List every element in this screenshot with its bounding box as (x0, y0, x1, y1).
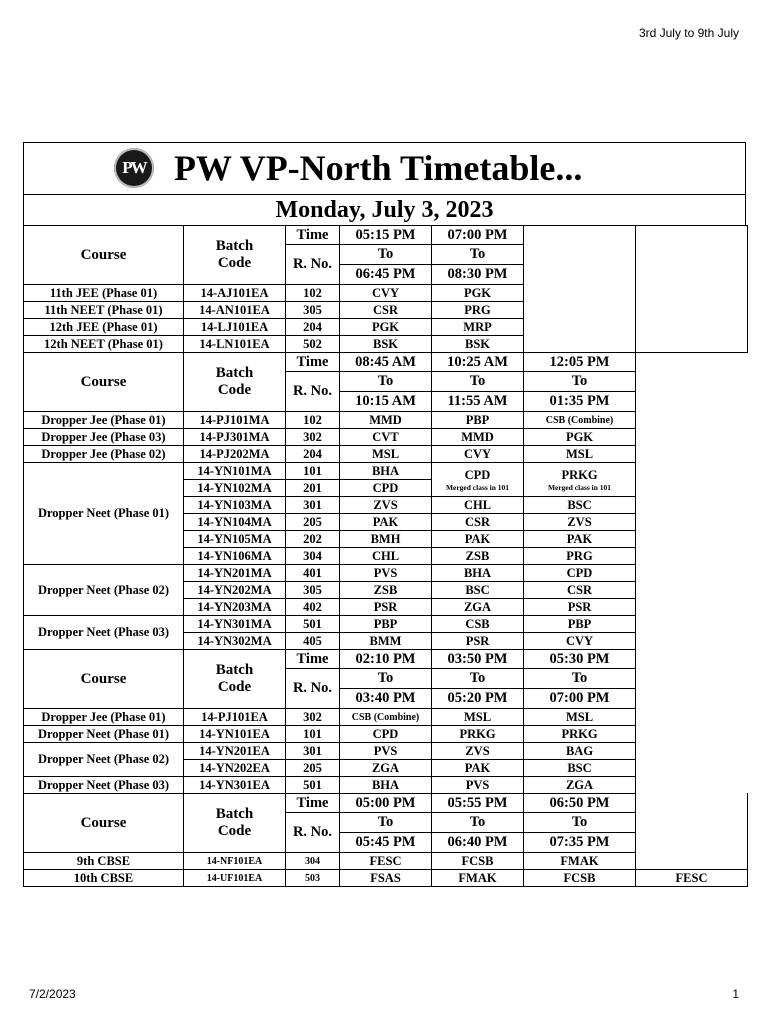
table-cell: PAK (524, 531, 636, 548)
table-cell: Dropper Neet (Phase 03) (24, 777, 184, 794)
table-cell: BSK (340, 336, 432, 353)
table-cell: 305 (286, 582, 340, 599)
table-cell: MSL (432, 709, 524, 726)
table-cell: Dropper Neet (Phase 01) (24, 726, 184, 743)
course-group-label: Dropper Neet (Phase 02) (24, 565, 184, 616)
table-cell: 101 (286, 463, 340, 480)
footer-date: 7/2/2023 (29, 987, 76, 1001)
time-label: Time (286, 650, 340, 669)
slot-start: 06:50 PM (524, 794, 636, 813)
course-header: Course (24, 226, 184, 285)
title-bar (23, 142, 746, 194)
slot-to: To (340, 669, 432, 689)
slot-start: 10:25 AM (432, 353, 524, 372)
table-cell: ZGA (524, 777, 636, 794)
table-cell: 301 (286, 743, 340, 760)
table-cell: MMD (340, 412, 432, 429)
table-cell: PVS (432, 777, 524, 794)
table-cell: ZGA (432, 599, 524, 616)
table-cell: Dropper Jee (Phase 03) (24, 429, 184, 446)
merged-class-cell: CPD Merged class in 101 (432, 463, 524, 497)
table-row (24, 870, 748, 887)
header-date-range: 3rd July to 9th July (638, 26, 739, 40)
table-cell: ZVS (524, 514, 636, 531)
slot-start: 08:45 AM (340, 353, 432, 372)
table-cell: 14-PJ101EA (184, 709, 286, 726)
table-cell: CVY (432, 446, 524, 463)
table-cell: BAG (524, 743, 636, 760)
table-cell: PSR (524, 599, 636, 616)
time-label: Time (286, 353, 340, 372)
table-cell: PAK (432, 531, 524, 548)
table-cell: FCSB (524, 870, 636, 887)
table-cell: BSC (524, 497, 636, 514)
slot-to: To (524, 669, 636, 689)
slot-end: 06:45 PM (340, 265, 432, 285)
table-cell: 14-LN101EA (184, 336, 286, 353)
time-label: Time (286, 794, 340, 813)
table-cell: CSR (340, 302, 432, 319)
table-cell: PBP (432, 412, 524, 429)
slot-to: To (432, 669, 524, 689)
course-group-label: Dropper Neet (Phase 02) (24, 743, 184, 777)
timetable (23, 225, 748, 887)
table-cell: 11th JEE (Phase 01) (24, 285, 184, 302)
room-label: R. No. (286, 245, 340, 285)
course-header: Course (24, 353, 184, 412)
table-cell: FSAS (340, 870, 432, 887)
table-cell: 14-YN106MA (184, 548, 286, 565)
table-cell: CHL (432, 497, 524, 514)
slot-start: 05:30 PM (524, 650, 636, 669)
table-cell: PGK (524, 429, 636, 446)
table-cell: CSR (524, 582, 636, 599)
course-header: Course (24, 650, 184, 709)
slot-to: To (340, 813, 432, 833)
slot-end: 08:30 PM (432, 265, 524, 285)
table-cell: CPD (340, 480, 432, 497)
table-cell: 14-AN101EA (184, 302, 286, 319)
table-cell: BHA (432, 565, 524, 582)
table-cell: CHL (340, 548, 432, 565)
slot-to: To (524, 372, 636, 392)
table-cell: 204 (286, 446, 340, 463)
table-cell: PRG (524, 548, 636, 565)
table-cell: BMM (340, 633, 432, 650)
slot-end: 11:55 AM (432, 392, 524, 412)
table-cell: 14-YN103MA (184, 497, 286, 514)
table-cell: 14-YN201MA (184, 565, 286, 582)
table-cell: MMD (432, 429, 524, 446)
table-cell: 101 (286, 726, 340, 743)
table-cell: 14-YN104MA (184, 514, 286, 531)
table-cell: PAK (432, 760, 524, 777)
table-cell: CSB (432, 616, 524, 633)
slot-start: 05:00 PM (340, 794, 432, 813)
table-cell: ZVS (432, 743, 524, 760)
table-cell: PSR (340, 599, 432, 616)
page-title: PW VP-North Timetable... (174, 148, 583, 188)
table-cell: CVT (340, 429, 432, 446)
slot-start: 05:15 PM (340, 226, 432, 245)
table-cell: PGK (432, 285, 524, 302)
table-cell: FESC (636, 870, 748, 887)
page-number: 1 (732, 987, 739, 1001)
table-cell: 502 (286, 336, 340, 353)
slot-start: 02:10 PM (340, 650, 432, 669)
table-cell: BSC (432, 582, 524, 599)
table-cell: CSR (432, 514, 524, 531)
table-cell: 205 (286, 760, 340, 777)
table-cell: 14-YN302MA (184, 633, 286, 650)
table-cell: 14-PJ301MA (184, 429, 286, 446)
batch-code-header: Batch Code (184, 650, 286, 709)
table-cell: 14-YN102MA (184, 480, 286, 497)
table-cell: CVY (340, 285, 432, 302)
slot-to: To (432, 372, 524, 392)
table-cell: ZSB (340, 582, 432, 599)
table-cell: ZVS (340, 497, 432, 514)
slot-to: To (432, 813, 524, 833)
empty-column (636, 353, 748, 870)
table-cell: PSR (432, 633, 524, 650)
table-cell: 12th NEET (Phase 01) (24, 336, 184, 353)
section1-header-row (24, 226, 748, 245)
table-cell: 14-AJ101EA (184, 285, 286, 302)
table-cell: 14-YN105MA (184, 531, 286, 548)
table-cell: 304 (286, 548, 340, 565)
slot-to: To (524, 813, 636, 833)
batch-code-header: Batch Code (184, 353, 286, 412)
table-cell: 14-PJ101MA (184, 412, 286, 429)
timetable-sheet (23, 142, 746, 887)
time-label: Time (286, 226, 340, 245)
table-cell: BHA (340, 777, 432, 794)
slot-end: 10:15 AM (340, 392, 432, 412)
batch-code-header: Batch Code (184, 794, 286, 853)
section2-header-row (24, 353, 748, 372)
table-cell: 304 (286, 853, 340, 870)
table-cell: 302 (286, 429, 340, 446)
table-cell: 14-YN101EA (184, 726, 286, 743)
room-label: R. No. (286, 813, 340, 853)
table-cell: PRKG (524, 726, 636, 743)
table-cell: PRKG (432, 726, 524, 743)
slot-end: 03:40 PM (340, 689, 432, 709)
table-cell: 302 (286, 709, 340, 726)
course-group-label: Dropper Neet (Phase 03) (24, 616, 184, 650)
slot-to: To (340, 372, 432, 392)
table-cell: FCSB (432, 853, 524, 870)
slot-end: 07:35 PM (524, 833, 636, 853)
table-cell: 405 (286, 633, 340, 650)
table-cell: Dropper Jee (Phase 02) (24, 446, 184, 463)
course-header: Course (24, 794, 184, 853)
table-cell: 14-YN201EA (184, 743, 286, 760)
table-cell: MSL (524, 446, 636, 463)
table-cell: 205 (286, 514, 340, 531)
table-cell: PAK (340, 514, 432, 531)
slot-to: To (432, 245, 524, 265)
slot-start: 03:50 PM (432, 650, 524, 669)
table-cell: 12th JEE (Phase 01) (24, 319, 184, 336)
table-cell: BHA (340, 463, 432, 480)
table-cell: MSL (524, 709, 636, 726)
table-cell: CVY (524, 633, 636, 650)
table-cell: 202 (286, 531, 340, 548)
table-cell: PBP (524, 616, 636, 633)
slot-start: 07:00 PM (432, 226, 524, 245)
table-cell: 305 (286, 302, 340, 319)
table-cell: Dropper Jee (Phase 01) (24, 412, 184, 429)
empty-cell (524, 226, 636, 353)
table-cell: 14-PJ202MA (184, 446, 286, 463)
table-cell: 14-LJ101EA (184, 319, 286, 336)
table-cell: 401 (286, 565, 340, 582)
table-cell: 14-UF101EA (184, 870, 286, 887)
slot-end: 01:35 PM (524, 392, 636, 412)
slot-to: To (340, 245, 432, 265)
merged-class-cell: PRKG Merged class in 101 (524, 463, 636, 497)
batch-code-header: Batch Code (184, 226, 286, 285)
table-cell: PBP (340, 616, 432, 633)
table-cell: 204 (286, 319, 340, 336)
table-cell: CPD (340, 726, 432, 743)
table-cell: ZSB (432, 548, 524, 565)
table-cell: FESC (340, 853, 432, 870)
table-cell: 9th CBSE (24, 853, 184, 870)
slot-end: 05:20 PM (432, 689, 524, 709)
table-cell: BSC (524, 760, 636, 777)
table-cell: 14-NF101EA (184, 853, 286, 870)
slot-start: 12:05 PM (524, 353, 636, 372)
table-cell: 14-YN301EA (184, 777, 286, 794)
table-cell: MSL (340, 446, 432, 463)
room-label: R. No. (286, 669, 340, 709)
table-cell: 14-YN203MA (184, 599, 286, 616)
table-cell: 10th CBSE (24, 870, 184, 887)
table-cell: 503 (286, 870, 340, 887)
table-cell: BMH (340, 531, 432, 548)
table-cell: 102 (286, 412, 340, 429)
table-cell: FMAK (432, 870, 524, 887)
table-cell: 102 (286, 285, 340, 302)
table-cell: FMAK (524, 853, 636, 870)
table-cell: PVS (340, 743, 432, 760)
table-cell: CSB (Combine) (524, 412, 636, 429)
slot-end: 05:45 PM (340, 833, 432, 853)
table-cell: PRG (432, 302, 524, 319)
table-cell: PVS (340, 565, 432, 582)
course-group-label: Dropper Neet (Phase 01) (24, 463, 184, 565)
table-cell: 14-YN101MA (184, 463, 286, 480)
slot-end: 06:40 PM (432, 833, 524, 853)
table-cell: 501 (286, 777, 340, 794)
table-cell: BSK (432, 336, 524, 353)
slot-start: 05:55 PM (432, 794, 524, 813)
table-cell: Dropper Jee (Phase 01) (24, 709, 184, 726)
table-cell: 301 (286, 497, 340, 514)
pw-logo-icon: PW (114, 148, 154, 188)
table-cell: PGK (340, 319, 432, 336)
table-cell: CSB (Combine) (340, 709, 432, 726)
table-cell: 14-YN202MA (184, 582, 286, 599)
table-cell: 11th NEET (Phase 01) (24, 302, 184, 319)
table-cell: 201 (286, 480, 340, 497)
table-cell: CPD (524, 565, 636, 582)
table-cell: 14-YN301MA (184, 616, 286, 633)
table-cell: 501 (286, 616, 340, 633)
table-cell: 14-YN202EA (184, 760, 286, 777)
room-label: R. No. (286, 372, 340, 412)
slot-end: 07:00 PM (524, 689, 636, 709)
table-cell: MRP (432, 319, 524, 336)
empty-cell (636, 226, 748, 353)
table-cell: ZGA (340, 760, 432, 777)
date-heading: Monday, July 3, 2023 (23, 194, 746, 225)
table-cell: 402 (286, 599, 340, 616)
